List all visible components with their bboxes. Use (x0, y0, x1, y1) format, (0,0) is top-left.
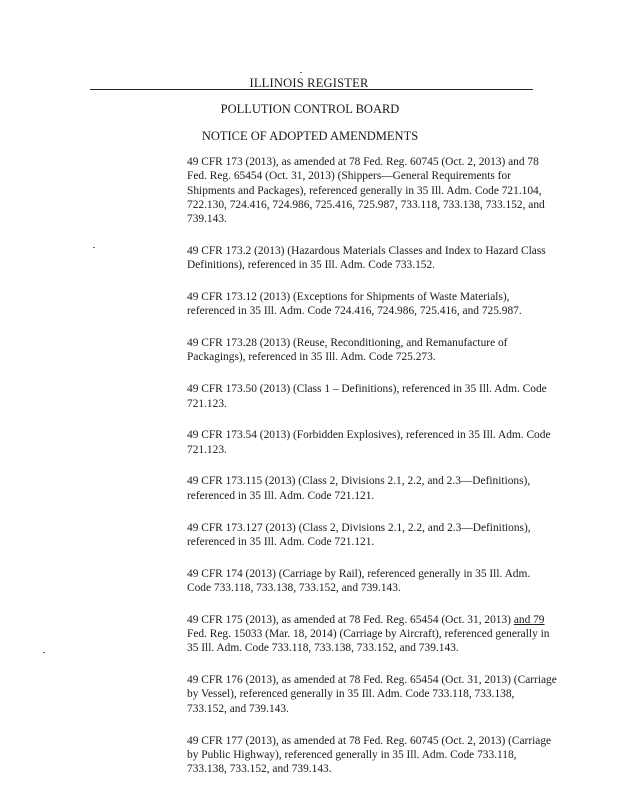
reference-entry: 49 CFR 173.50 (2013) (Class 1 – Definitions), referenced in 35 Ill. Adm. Code 721.123. (187, 383, 547, 410)
reference-entry: 49 CFR 173.54 (2013) (Forbidden Explosives), referenced in 35 Ill. Adm. Code 721.123. (187, 429, 551, 456)
board-title: POLLUTION CONTROL BOARD (220, 102, 400, 116)
reference-entry: 49 CFR 176 (2013), as amended at 78 Fed. Reg. 65454 (Oct. 31, 2013) (Carriage by Vessel), referenced generally in 35 Ill. Adm. Code 733.118, 733.138, 733.152, and 739.143. (187, 674, 557, 715)
reference-entry: 49 CFR 174 (2013) (Carriage by Rail), referenced generally in 35 Ill. Adm. Code 733.118, 733.138, 733.152, and 739.143. (187, 567, 531, 594)
register-title: ILLINOIS REGISTER (249, 76, 369, 90)
entry-text-part: Fed. Reg. 15033 (Mar. 18, 2014) (Carriage by Aircraft), referenced generally in 35 Ill. Adm. Code 733.118, 733.138, 733.152, and 739.143. (187, 628, 550, 655)
underlined-amendment-text: and 79 (513, 613, 545, 626)
entry-text-part: 49 CFR 175 (2013), as amended at 78 Fed. Reg. 65454 (Oct. 31, 2013) (187, 613, 514, 626)
header-rule (90, 89, 533, 90)
reference-entry: 49 CFR 173.12 (2013) (Exceptions for Shipments of Waste Materials), referenced in 35 Ill. Adm. Code 724.416, 724.986, 725.416, and 725.987. (187, 291, 522, 318)
reference-entry: 49 CFR 173.127 (2013) (Class 2, Divisions 2.1, 2.2, and 2.3—Definitions), referenced in 35 Ill. Adm. Code 721.121. (187, 521, 531, 548)
reference-entry: 49 CFR 173.115 (2013) (Class 2, Divisions 2.1, 2.2, and 2.3—Definitions), referenced in 35 Ill. Adm. Code 721.121. (187, 475, 531, 502)
reference-list (187, 155, 557, 794)
scan-speck (43, 652, 45, 653)
notice-title: NOTICE OF ADOPTED AMENDMENTS (201, 129, 419, 143)
reference-entry: 49 CFR 173 (2013), as amended at 78 Fed. Reg. 60745 (Oct. 2, 2013) and 78 Fed. Reg. 65454 (Oct. 31, 2013) (Shippers—General Requirements for Shipments and Packages), referenced generally in 35 Ill. Adm. Code 721.104, 722.130, 724.416, 724.986, 725.416, 725.987, 733.118, 733.138, 733.152, and 739.143. (187, 156, 545, 226)
scan-speck (93, 247, 95, 248)
reference-entry: 49 CFR 173.28 (2013) (Reuse, Reconditioning, and Remanufacture of Packagings), referenced in 35 Ill. Adm. Code 725.273. (187, 337, 508, 364)
reference-entry (187, 613, 557, 656)
reference-entry: 49 CFR 173.2 (2013) (Hazardous Materials Classes and Index to Hazard Class Definitions), referenced in 35 Ill. Adm. Code 733.152. (187, 244, 546, 272)
reference-entry: 49 CFR 177 (2013), as amended at 78 Fed. Reg. 60745 (Oct. 2, 2013) (Carriage by Public Highway), referenced generally in 35 Ill. Adm. Code 733.118, 733.138, 733.152, and 739.143. (187, 734, 552, 776)
scan-speck (300, 72, 302, 73)
